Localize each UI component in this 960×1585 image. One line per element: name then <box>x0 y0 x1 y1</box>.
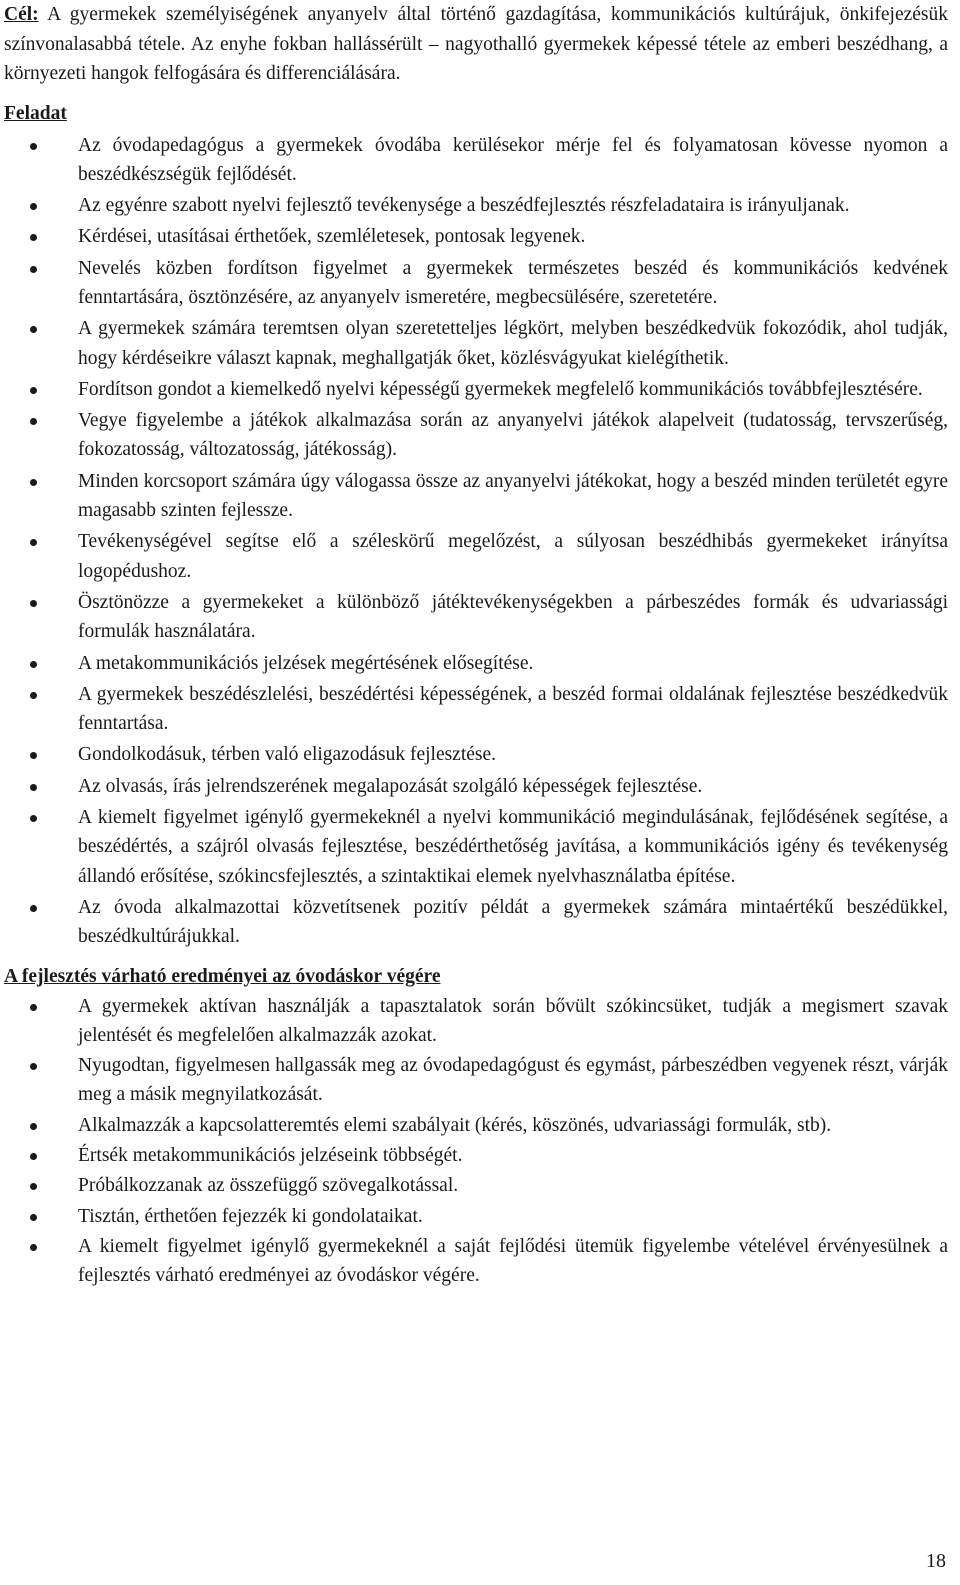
bullet-icon <box>30 752 37 759</box>
bullet-icon <box>30 266 37 273</box>
list-item: Próbálkozzanak az összefüggő szövegalkotással. <box>4 1171 948 1200</box>
list-item: A gyermekek számára teremtsen olyan szeretetteljes légkört, melyben beszédkedvük fokozódik, ahol tudják, hogy kérdéseikre választ kapnak, meghallgatják őket, közlésvágyukat kielégíthetik. <box>4 314 948 373</box>
bullet-icon <box>30 1153 37 1160</box>
bullet-icon <box>30 784 37 791</box>
list-item: A kiemelt figyelmet igénylő gyermekeknél a nyelvi kommunikáció megindulásának, fejlődésének segítése, a beszédértés, a szájról olvasás fejlesztése, beszédérthetőség javítása, a kommunikációs igény és tevékenység állandó erősítése, szókincsfejlesztés, a szintaktikai elemek nyelvhasználatba építése. <box>4 803 948 891</box>
bullet-icon <box>30 143 37 150</box>
tasks-heading: Feladat <box>4 102 67 124</box>
list-item: Az egyénre szabott nyelvi fejlesztő tevékenysége a beszédfejlesztés részfeladataira is irányuljanak. <box>4 191 948 220</box>
bullet-icon <box>30 387 37 394</box>
bullet-icon <box>30 692 37 699</box>
list-item: Tevékenységével segítse elő a széleskörű megelőzést, a súlyosan beszédhibás gyermekeket irányítsa logopédushoz. <box>4 527 948 586</box>
list-item: Minden korcsoport számára úgy válogassa össze az anyanyelvi játékokat, hogy a beszéd minden területét egyre magasabb szinten fejlessze. <box>4 467 948 526</box>
bullet-icon <box>30 234 37 241</box>
list-item: Fordítson gondot a kiemelkedő nyelvi képességű gyermekek megfelelő kommunikációs továbbfejlesztésére. <box>4 375 948 404</box>
bullet-icon <box>30 1063 37 1070</box>
tasks-list <box>4 131 948 952</box>
list-item: Értsék metakommunikációs jelzéseink többségét. <box>4 1141 948 1170</box>
bullet-icon <box>30 203 37 210</box>
goal-paragraph <box>4 0 948 89</box>
bullet-icon <box>30 661 37 668</box>
bullet-icon <box>30 815 37 822</box>
list-item: Az óvoda alkalmazottai közvetítsenek pozitív példát a gyermekek számára mintaértékű beszédükkel, beszédkultúrájukkal. <box>4 893 948 952</box>
goal-label: Cél: <box>4 4 39 25</box>
list-item: Az olvasás, írás jelrendszerének megalapozását szolgáló képességek fejlesztése. <box>4 772 948 801</box>
list-item: Alkalmazzák a kapcsolatteremtés elemi szabályait (kérés, köszönés, udvariassági formulák, stb). <box>4 1111 948 1140</box>
list-item: Nyugodtan, figyelmesen hallgassák meg az óvodapedagógust és egymást, párbeszédben vegyenek részt, várják meg a másik megnyilatkozását. <box>4 1051 948 1110</box>
list-item: A gyermekek beszédészlelési, beszédértési képességének, a beszéd formai oldalának fejlesztése beszédkedvük fenntartása. <box>4 680 948 739</box>
list-item: Az óvodapedagógus a gyermekek óvodába kerülésekor mérje fel és folyamatosan kövesse nyomon a beszédkészségük fejlődését. <box>4 131 948 190</box>
list-item: Nevelés közben fordítson figyelmet a gyermekek természetes beszéd és kommunikációs kedvének fenntartására, ösztönzésére, az anyanyelv ismeretére, megbecsülésére, szeretetére. <box>4 254 948 313</box>
bullet-icon <box>30 1214 37 1221</box>
list-item: A gyermekek aktívan használják a tapasztalatok során bővült szókincsüket, tudják a megismert szavak jelentését és megfelelően alkalmazzák azokat. <box>4 992 948 1051</box>
bullet-icon <box>30 1123 37 1130</box>
list-item: A kiemelt figyelmet igénylő gyermekeknél a saját fejlődési ütemük figyelembe vételével érvényesülnek a fejlesztés várható eredményei az óvodáskor végére. <box>4 1232 948 1291</box>
bullet-icon <box>30 905 37 912</box>
list-item: Vegye figyelembe a játékok alkalmazása során az anyanyelvi játékok alapelveit (tudatosság, tervszerűség, fokozatosság, változatosság, játékosság). <box>4 406 948 465</box>
goal-text: A gyermekek személyiségének anyanyelv által történő gazdagítása, kommunikációs kultúrájuk, önkifejezésük színvonalasabbá tétele. Az enyhe fokban hallássérült – nagyothalló gyermekek képessé tétele az emberi beszédhang, a környezeti hangok felfogására és differenciálására. <box>4 4 948 84</box>
outcomes-heading: A fejlesztés várható eredményei az óvodáskor végére <box>4 965 441 987</box>
bullet-icon <box>30 326 37 333</box>
page-number: 18 <box>926 1550 946 1572</box>
bullet-icon <box>30 479 37 486</box>
list-item: Gondolkodásuk, térben való eligazodásuk fejlesztése. <box>4 740 948 769</box>
bullet-icon <box>30 1004 37 1011</box>
list-item: Ösztönözze a gyermekeket a különböző játéktevékenységekben a párbeszédes formák és udvariassági formulák használatára. <box>4 588 948 647</box>
bullet-icon <box>30 1244 37 1251</box>
list-item: Tisztán, érthetően fejezzék ki gondolataikat. <box>4 1202 948 1231</box>
document-page <box>4 0 948 1291</box>
list-item: A metakommunikációs jelzések megértésének elősegítése. <box>4 649 948 678</box>
list-item: Kérdései, utasításai érthetőek, szemléletesek, pontosak legyenek. <box>4 222 948 251</box>
bullet-icon <box>30 539 37 546</box>
outcomes-list <box>4 992 948 1291</box>
bullet-icon <box>30 418 37 425</box>
bullet-icon <box>30 1183 37 1190</box>
bullet-icon <box>30 600 37 607</box>
